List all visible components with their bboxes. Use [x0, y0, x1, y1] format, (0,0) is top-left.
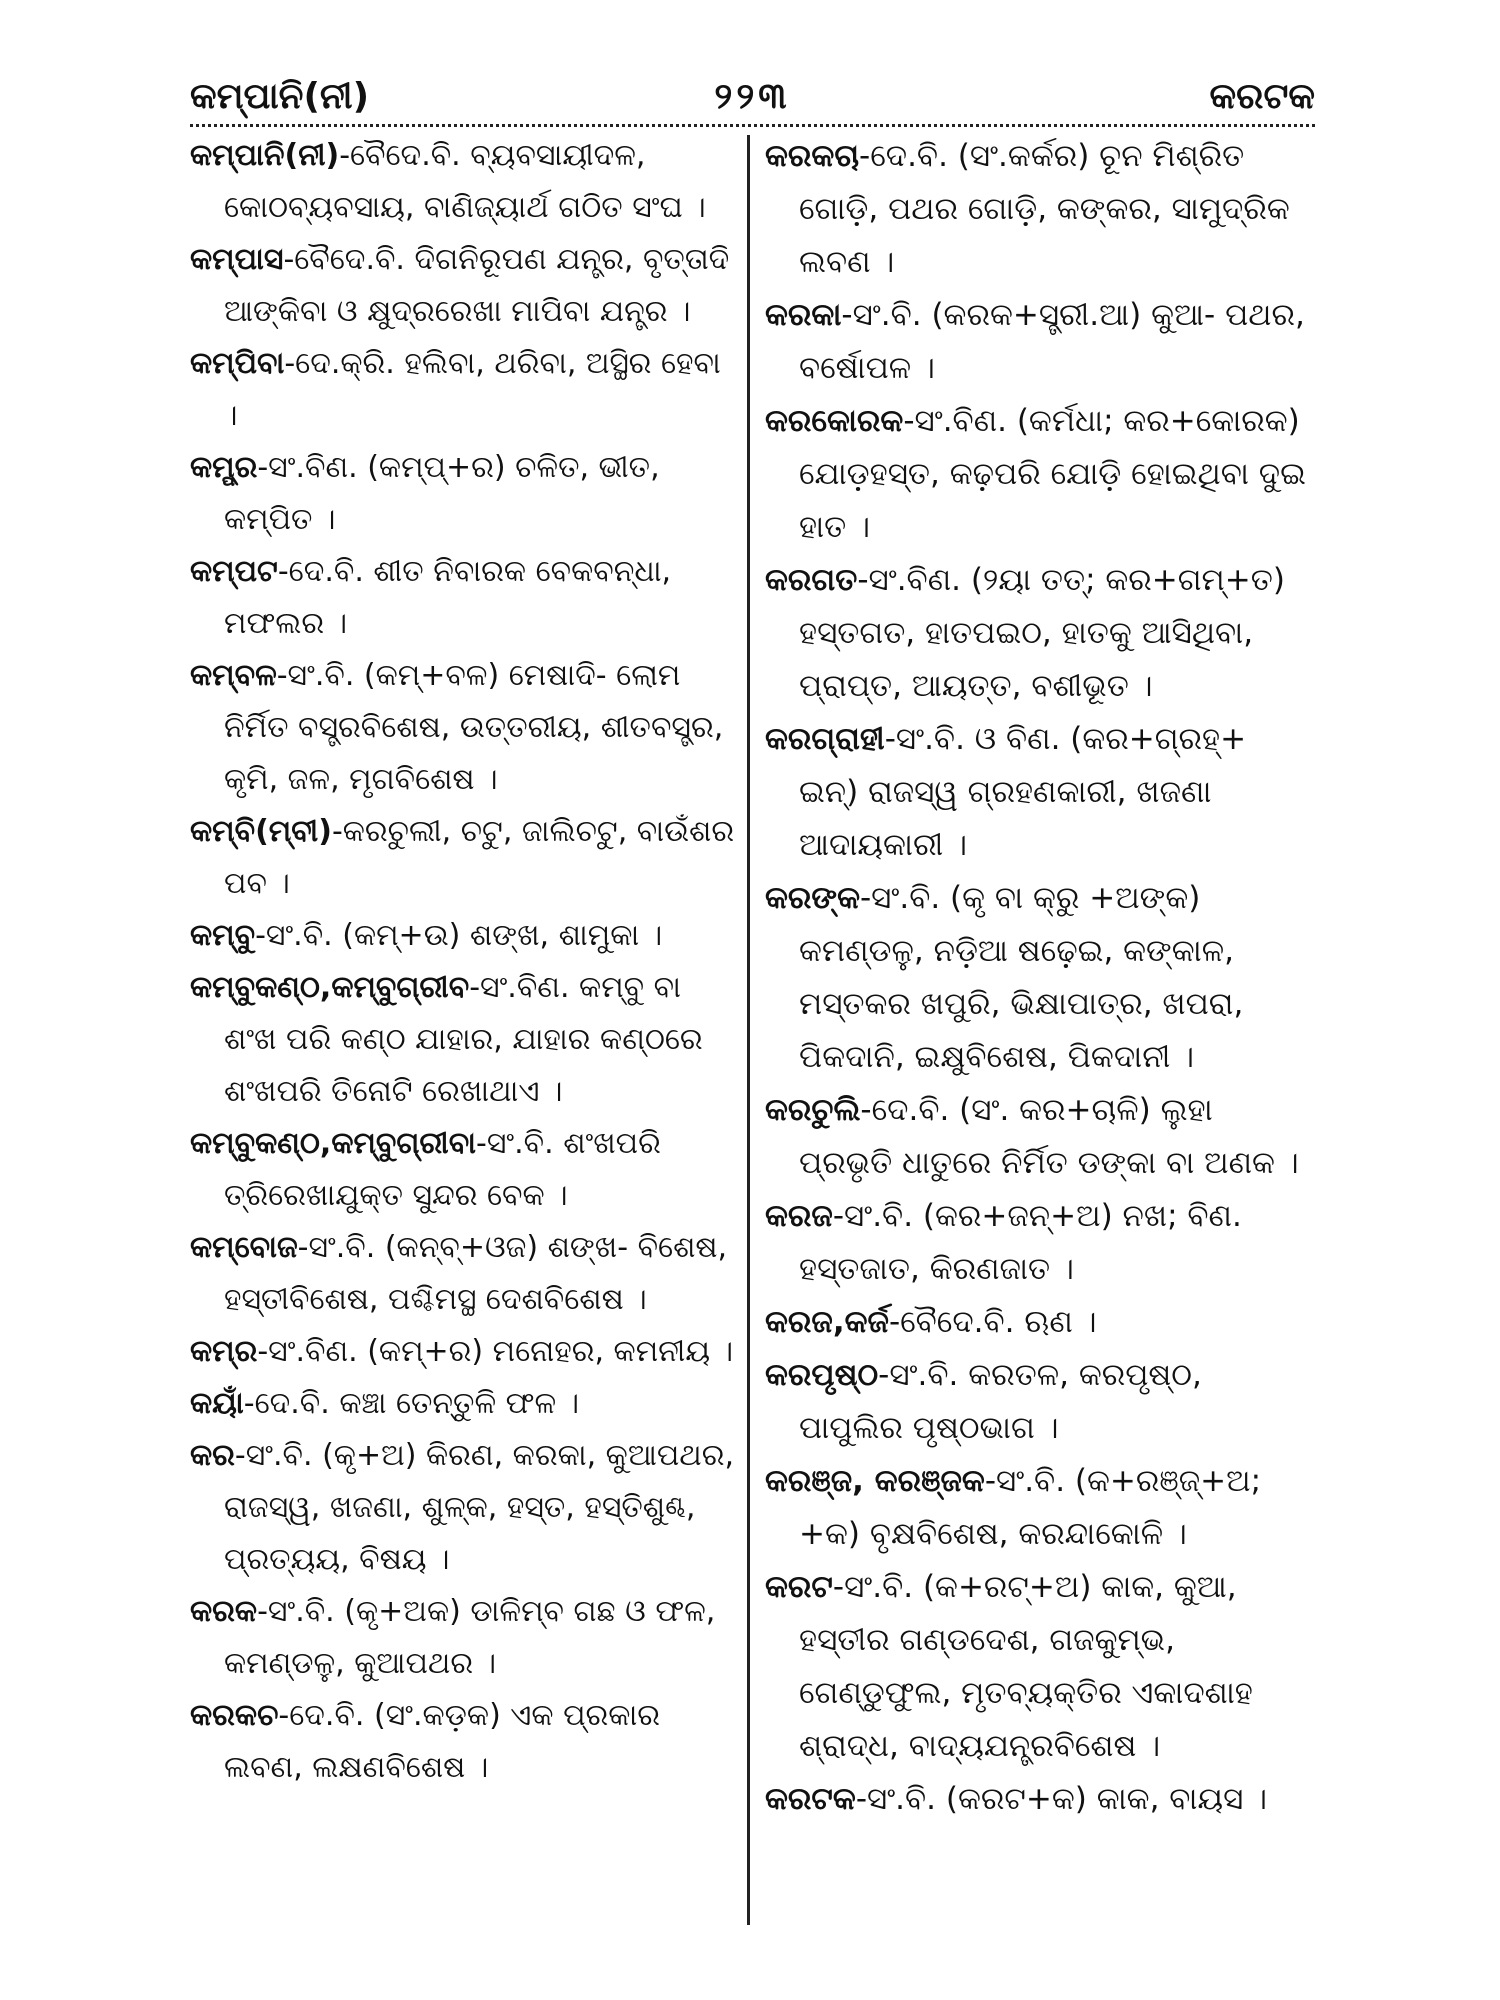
entry-headword: କରଗ୍ରାହୀ [765, 721, 885, 757]
header-first-word: କମ୍ପାନି(ନୀ) [190, 76, 370, 117]
dictionary-entry [765, 1773, 1310, 1826]
entry-definition: -ସଂ.ବି. (କ+ରଟ୍+ଅ) କାକ, କୁଆ, ହସ୍ତୀର ଗଣ୍ଡଦେଶ, ଗଜକୁମ୍ଭ, ଗେଣ୍ଡୁଫୁଲ, ମୃତବ୍ୟକ୍ତିର ଏକାଦଶାହ ଶ୍ରାଦ୍ଧ, ବାଦ୍ୟଯନ୍ତ୍ରବିଶେଷ । [799, 1569, 1253, 1764]
entry-definition: -ସଂ.ବିଣ. (କର୍ମଧା; କର+କୋରକ) ଯୋଡ଼ହସ୍ତ, କଢ଼ପରି ଯୋଡ଼ି ହୋଇଥିବା ଦୁଇ ହାତ । [799, 403, 1306, 545]
dictionary-entry [190, 1326, 735, 1378]
entry-headword: କରପୃଷ୍ଠ [765, 1357, 879, 1393]
entry-definition: -ସଂ.ବି. (କରଟ+କ) କାକ, ବାୟସ । [855, 1781, 1268, 1817]
entry-definition: -ସଂ.ବି. (କର+ଜନ୍+ଅ) ନଖ; ବିଣ. ହସ୍ତଜାତ, କିରଣଜାତ । [799, 1198, 1242, 1287]
entry-definition: -ବୈଦେ.ବି. ଦିଗନିରୂପଣ ଯନ୍ତ୍ର, ବୃତ୍ତାଦି ଆଙ୍କିବା ଓ କ୍ଷୁଦ୍ରରେଖା ମାପିବା ଯନ୍ତ୍ର । [224, 242, 730, 329]
entry-headword: କମ୍ବଳ [190, 658, 277, 693]
dictionary-entry [190, 1222, 735, 1326]
dictionary-entry [190, 1586, 735, 1690]
entry-definition: -ସଂ.ବିଣ. (କମ୍ପ୍+ର) ଚଳିତ, ଭୀତ, କମ୍ପିତ । [224, 450, 660, 537]
dictionary-entry [190, 962, 735, 1118]
entry-headword: କରକଚା [765, 138, 860, 174]
entry-definition: -ସଂ.ବି. (କନ୍ବ୍+ଓଜ) ଶଙ୍ଖ- ବିଶେଷ, ହସ୍ତୀବିଶେଷ, ପଶ୍ଚିମସ୍ଥ ଦେଶବିଶେଷ । [224, 1230, 728, 1317]
header-last-word: କରଟକ [1209, 76, 1315, 117]
dictionary-entry [190, 130, 735, 234]
entry-definition: -ସଂ.ବି. (କମ୍+ଉ) ଶଙ୍ଖ, ଶାମୁକା । [255, 918, 663, 953]
entry-definition: -ଦେ.ବି. (ସଂ. କର+ଚାଳି) ଲୁହା ପ୍ରଭୃତି ଧାତୁରେ ନିର୍ମିତ ଡଙ୍କା ବା ଅଣକ । [799, 1092, 1299, 1181]
entry-definition: -ସଂ.ବି. (କମ୍+ବଳ) ମେଷାଦି- ଲୋମ ନିର୍ମିତ ବସ୍ତ୍ରବିଶେଷ, ଉତ୍ତରୀୟ, ଶୀତବସ୍ତ୍ର, କୃମି, ଜଳ, ମୃଗବିଶେଷ । [224, 658, 724, 797]
dictionary-entry [765, 1296, 1310, 1349]
dictionary-entry [190, 546, 735, 650]
dictionary-entry [190, 1118, 735, 1222]
page-header [190, 72, 1315, 122]
entry-headword: କମ୍ର [190, 1334, 258, 1369]
dictionary-entry [765, 1190, 1310, 1296]
dictionary-entry [765, 872, 1310, 1084]
entry-definition: -ସଂ.ବି. (କୃ+ଅକ) ଡାଳିମ୍ବ ଗଛ ଓ ଫଳ, କମଣ୍ଡଳୁ, କୁଆପଥର । [224, 1594, 716, 1681]
entry-headword: କମ୍ପଟ [190, 554, 278, 589]
entry-definition: -ସଂ.ବିଣ. କମ୍ବୁ ବା ଶଂଖ ପରି କଣ୍ଠ ଯାହାର, ଯାହାର କଣ୍ଠରେ ଶଂଖପରି ତିନୋଟି ରେଖାଥାଏ । [224, 970, 703, 1109]
entry-headword: କରଚୁଲି [765, 1092, 861, 1128]
entry-headword: କରଜ,କର୍ଜ [765, 1304, 889, 1340]
dictionary-entry [765, 395, 1310, 554]
entry-headword: କମ୍ବୁକଣ୍ଠ,କମ୍ବୁଗ୍ରୀବ [190, 970, 470, 1005]
entry-headword: କମ୍ପାନି(ନୀ) [190, 138, 340, 173]
dictionary-entry [765, 713, 1310, 872]
dictionary-entry [765, 1349, 1310, 1455]
entry-headword: କମ୍ବୁ [190, 918, 256, 953]
entry-definition: -ସଂ.ବି. (କୃ+ଅ) କିରଣ, କରକା, କୁଆପଥର, ରାଜସ୍ୱ, ଖଜଣା, ଶୁଳ୍କ, ହସ୍ତ, ହସ୍ତିଶୁଣ୍ଢ, ପ୍ରତ୍ୟୟ, ବିଷୟ । [224, 1438, 735, 1577]
dictionary-entry [765, 1084, 1310, 1190]
entry-definition: -ବୈଦେ.ବି. ଋଣ । [888, 1304, 1097, 1340]
entry-definition: -ସଂ.ବି. ଶଂଖପରି ତ୍ରିରେଖାଯୁକ୍ତ ସୁନ୍ଦର ବେକ । [224, 1126, 661, 1213]
entry-definition: -ସଂ.ବିଣ. (କମ୍+ର) ମନୋହର, କମନୀୟ । [257, 1334, 734, 1369]
dictionary-entry [765, 1561, 1310, 1773]
entry-headword: କମ୍ପ୍ର [190, 450, 258, 485]
entry-headword: କୟାଁ [190, 1386, 244, 1421]
dictionary-entry [765, 130, 1310, 289]
entry-headword: କମ୍ପାସ [190, 242, 284, 277]
entry-definition: -ସଂ.ବି. (କ+ରଞ୍ଜ୍+ଅ; +କ) ବୃକ୍ଷବିଶେଷ, କରନ୍ଦାକୋଳି । [799, 1463, 1262, 1552]
entry-headword: କରଟ [765, 1569, 833, 1605]
entry-definition: -ସଂ.ବି. ଓ ବିଣ. (କର+ଗ୍ରହ୍+ ଇନ୍) ରାଜସ୍ୱ ଗ୍ରହଣକାରୀ, ଖଜଣା ଆଦାୟକାରୀ । [799, 721, 1247, 863]
dictionary-entry [190, 650, 735, 806]
page-number: ୨୨୩ [714, 76, 791, 117]
entry-definition: -ସଂ.ବି. କରତଳ, କରପୃଷ୍ଠ, ପାପୁଲିର ପୃଷ୍ଠଭାଗ । [799, 1357, 1202, 1446]
left-column [190, 130, 735, 1794]
dictionary-entry [765, 554, 1310, 713]
dictionary-entry [190, 442, 735, 546]
dictionary-entry [190, 1430, 735, 1586]
entry-definition: -ଦେ.ବି. କଞ୍ଚା ତେନ୍ତୁଳି ଫଳ । [243, 1386, 580, 1421]
dictionary-entry [190, 1378, 735, 1430]
entry-headword: କର [190, 1438, 235, 1473]
entry-headword: କରଜ [765, 1198, 833, 1234]
dictionary-entry [765, 1455, 1310, 1561]
entry-headword: କରଗତ [765, 562, 858, 598]
entry-definition: -ବୈଦେ.ବି. ବ୍ୟବସାୟୀଦଳ, କୋଠବ୍ୟବସାୟ, ବାଣିଜ୍ୟାର୍ଥ ଗଠିତ ସଂଘ । [224, 138, 706, 225]
dictionary-entry [190, 234, 735, 338]
entry-definition: -ସଂ.ବିଣ. (୨ୟା ତତ୍; କର+ଗମ୍+ତ) ହସ୍ତଗତ, ହାତପଇଠ, ହାତକୁ ଆସିଥିବା, ପ୍ରାପ୍ତ, ଆୟତ୍ତ, ବଶୀଭୂତ । [799, 562, 1285, 704]
column-divider [747, 135, 750, 1925]
entry-headword: କରକୋରକ [765, 403, 904, 439]
entry-definition: -ଦେ.ବି. (ସଂ.କଡ଼କ) ଏକ ପ୍ରକାର ଲବଣ, ଲକ୍ଷଣବିଶେଷ । [224, 1698, 661, 1785]
entry-definition: -ଦେ.ବି. (ସଂ.କର୍କର) ଚୂନ ମିଶ୍ରିତ ଗୋଡ଼ି, ପଥର ଗୋଡ଼ି, କଙ୍କର, ସାମୁଦ୍ରିକ ଲବଣ । [799, 138, 1290, 280]
entry-headword: କରକ [190, 1594, 258, 1629]
entry-definition: -ଦେ.ବି. ଶୀତ ନିବାରକ ବେକବନ୍ଧା, ମଫଲର । [224, 554, 672, 641]
header-rule [190, 124, 1315, 127]
entry-definition: -ସଂ.ବି. (କୃ ବା କ୍ରୁ +ଅଙ୍କ) କମଣ୍ଡଳୁ, ନଡ଼ିଆ ଷଢ଼େଇ, କଙ୍କାଳ, ମସ୍ତକର ଖପୁରି, ଭିକ୍ଷାପାତ୍ର, ଖପରା, ପିକଦାନି, ଇକ୍ଷୁବିଶେଷ, ପିକଦାନୀ । [799, 880, 1244, 1075]
entry-definition: -ଦେ.କ୍ରି. ହଲିବା, ଥରିବା, ଅସ୍ଥିର ହେବା । [224, 346, 721, 433]
dictionary-entry [190, 910, 735, 962]
entry-headword: କରଟକ [765, 1781, 856, 1817]
dictionary-entry [765, 289, 1310, 395]
entry-headword: କରଞ୍ଜ, କରଞ୍ଜକ [765, 1463, 985, 1499]
entry-headword: କରଙ୍କ [765, 880, 860, 916]
entry-headword: କମ୍ବି(ମ୍ବୀ) [190, 814, 332, 849]
entry-definition: -କରଚୁଲୀ, ଚଟୁ, ଜାଲିଚଟୁ, ବାଉଁଶର ପବ । [224, 814, 735, 901]
entry-definition: -ସଂ.ବି. (କରକ+ସ୍ତ୍ରୀ.ଆ) କୁଆ- ପଥର, ବର୍ଷୋପଳ । [799, 297, 1305, 386]
entry-headword: କମ୍ବୁକଣ୍ଠ,କମ୍ବୁଗ୍ରୀବା [190, 1126, 477, 1161]
entry-headword: କମ୍ବୋଜ [190, 1230, 298, 1265]
dictionary-entry [190, 338, 735, 442]
entry-headword: କରକଚ [190, 1698, 279, 1733]
dictionary-entry [190, 1690, 735, 1794]
entry-headword: କରକା [765, 297, 842, 333]
dictionary-entry [190, 806, 735, 910]
right-column [765, 130, 1310, 1826]
entry-headword: କମ୍ପିବା [190, 346, 285, 381]
